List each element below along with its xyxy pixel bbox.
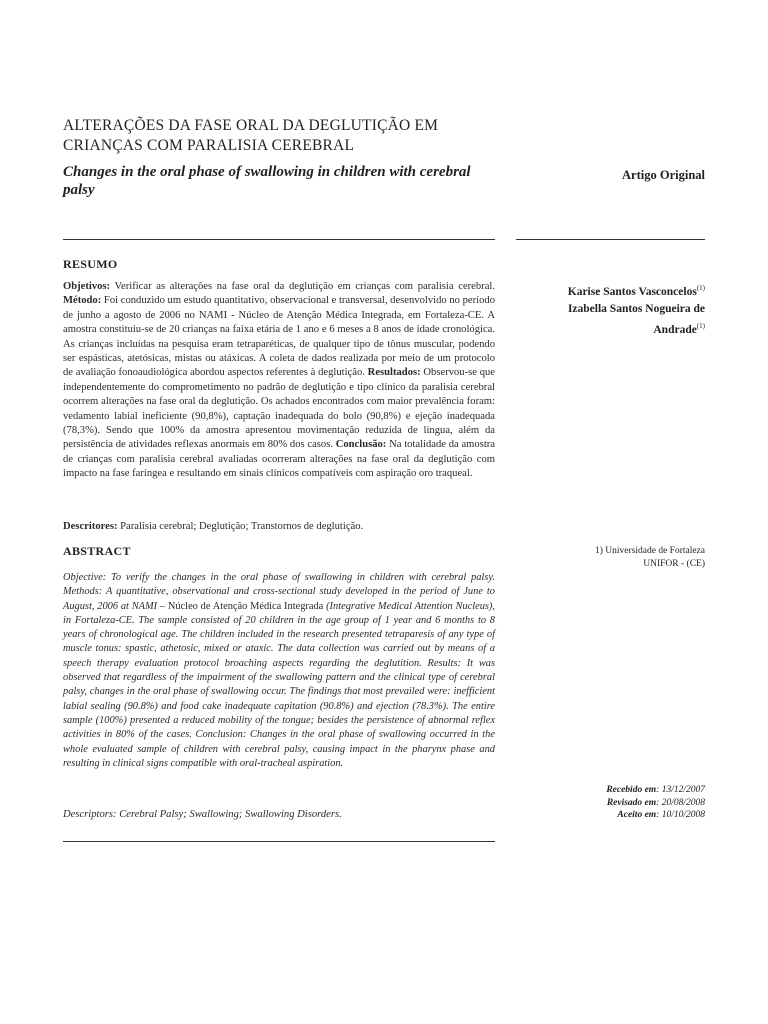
abstract-text-part2: (Integrative Medical Attention Nucleus), in Fortaleza-CE. The sample consisted of 20 children in the age group of 1 year and 6 months to 8 years of chronological age. The children included in the research presented tetraparesis of any type of muscle tonus: spastic, athetosic, mixed or ataxic. The data collection was carried out by means of a speech therapy evaluation protocol broaching aspects regarding the deglutition. Results: It was observed that regardless of the impairment of the swallowing pattern and the clinical type of cerebral palsy, changes in the oral phase of swallowing occur. The findings that most prevailed were: inefficient labial sealing (90.8%) and food cake inadequate capitation (90.8%) and ejection (78.3%). The entire sample (100%) presented a reduced mobility of the tongue; besides the persistence of abnormal reflex activities in 80% of the cases. Conclusion: Changes in the oral phase of swallowing occurred in the whole evaluated sample of children with cerebral palsy, causing impact in the pharynx phase and resulting in clinical signs compatible with oral-tracheal aspiration. [63, 600, 495, 769]
affiliation [520, 545, 705, 571]
author-2-line2: Andrade$^{(1)}$ [653, 321, 705, 336]
divider-left-bottom [63, 841, 495, 842]
author-1-ref: (1) [696, 284, 705, 292]
resultados-text: Observou-se que independentemente do comprometimento no padrão de deglutição e tipo clínico da paralisia cerebral ocorrem alterações na fase oral da deglutição. Os achados encontrados com maior prevalência foram: vedamento labial ineficiente (90,8%), captação inadequada do bolo (90,8%) e ejeção inadequada (78,3%). Sendo que 100% da amostra apresentou movimentação reduzida de língua, além da persistência de atividades reflexas anormais em 80% dos casos. [63, 367, 495, 451]
date-revised: Revisado em: 20/08/2008 [606, 797, 705, 808]
descritores-text: Paralisia cerebral; Deglutição; Transtornos de deglutição. [117, 521, 364, 532]
title-portuguese [63, 116, 503, 156]
affiliation-line2: UNIFOR - (CE) [643, 559, 705, 569]
title-english: Changes in the oral phase of swallowing in children with cerebral palsy [63, 164, 471, 198]
abstract-nami-name: Núcleo de Atenção Médica Integrada [167, 600, 324, 612]
resumo-body [63, 280, 495, 482]
abstract-text-part1: Objective: To verify the changes in the oral phase of swallowing in children with cerebral palsy. Methods: A quantitative, observational and cross-sectional study developed in the period of June to August, 2006 at NAMI – [63, 572, 495, 612]
article-type-label: Artigo Original [622, 168, 705, 182]
abstract-heading: ABSTRACT [63, 544, 131, 558]
abstract-body [63, 571, 495, 771]
divider-right-top [516, 239, 705, 240]
descritores [63, 520, 495, 534]
resultados-label: Resultados: [367, 367, 421, 379]
title-portuguese-line1: ALTERAÇÕES DA FASE ORAL DA DEGLUTIÇÃO EM [63, 117, 439, 134]
resumo-heading: RESUMO [63, 257, 118, 271]
author-list [520, 280, 705, 339]
author-1: Karise Santos Vasconcelos$^{(1)}$ [567, 284, 705, 298]
title-portuguese-line2: CRIANÇAS COM PARALISIA CEREBRAL [63, 137, 355, 154]
conclusao-label: Conclusão: [335, 439, 387, 451]
objetivos-label: Objetivos: [63, 281, 111, 292]
date-received: Recebido em: 13/12/2007 [606, 785, 705, 795]
conclusao-text: Na totalidade da amostra de crianças com paralisia cerebral avaliadas ocorreram alterações na fase oral da deglutição com impacto na fase faríngea e resultando em sinais clínicos compatíveis com aspiração oro traqueal. [63, 439, 495, 480]
article-dates [520, 784, 705, 822]
divider-left-top [63, 239, 495, 240]
objetivos-text: Verificar as alterações na fase oral da deglutição em crianças com paralisia cerebral. [110, 281, 495, 292]
date-accepted: Aceito em: 10/10/2008 [617, 810, 705, 820]
affiliation-line1: 1) Universidade de Fortaleza [595, 546, 705, 556]
metodo-text: Foi conduzido um estudo quantitativo, observacional e transversal, desenvolvido no período de junho a agosto de 2006 no NAMI - Núcleo de Atenção Médica Integrada, em Fortaleza-CE. A amostra constituiu-se de 20 crianças na faixa etária de 1 ano e 6 meses a 8 anos de idade cronológica. As crianças incluídas na pesquisa eram tetraparéticas, de qualquer tipo de tônus muscular, podendo ser espásticas, atetósicas, mistas ou atáxicas. A coleta de dados realizada por meio de um protocolo de avaliação fonoaudiológica abordou aspectos referentes à deglutição. [63, 295, 495, 379]
author-2-line1: Izabella Santos Nogueira de [567, 302, 705, 315]
metodo-label: Método: [63, 295, 102, 307]
descritores-label: Descritores: [63, 521, 118, 532]
descriptors: Descriptors: Cerebral Palsy; Swallowing; Swallowing Disorders. [63, 809, 342, 820]
author-2-ref: (1) [696, 321, 705, 330]
